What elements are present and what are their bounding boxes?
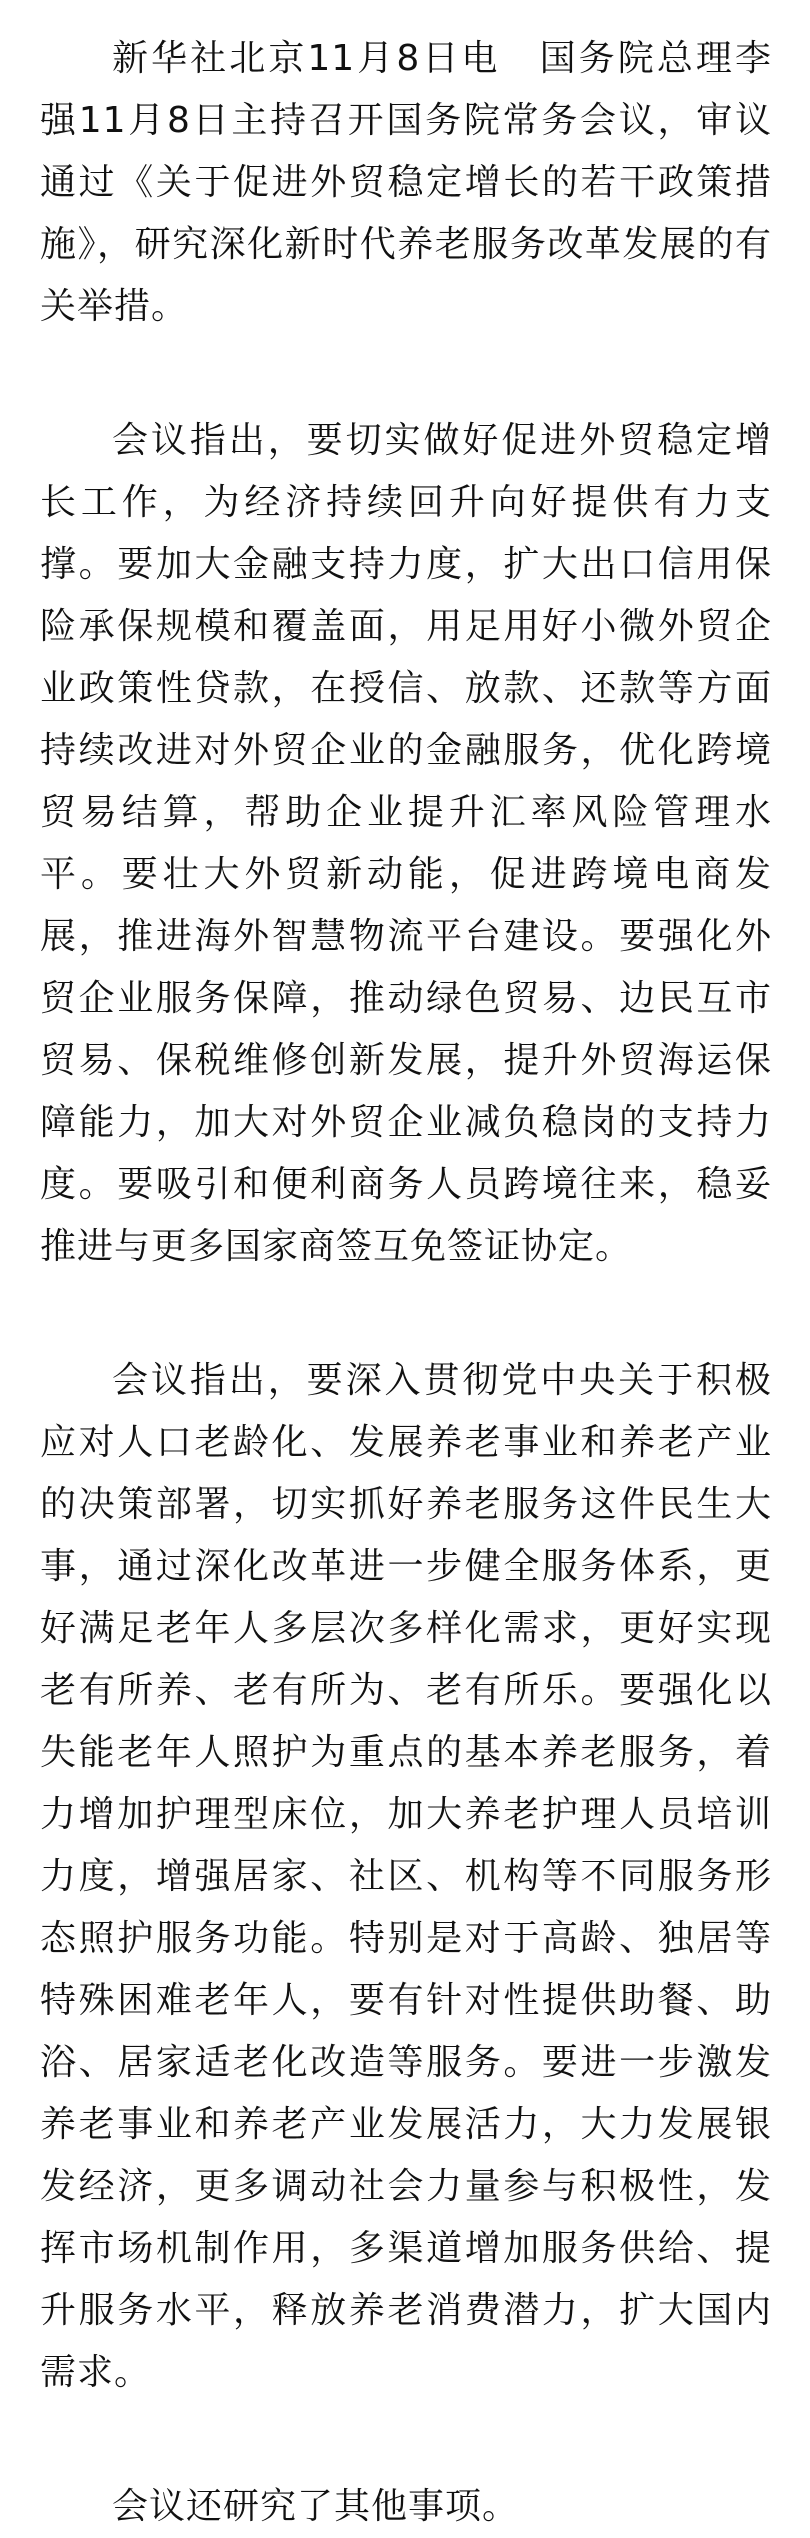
article-paragraph-3: 会议指出，要深入贯彻党中央关于积极应对人口老龄化、发展养老事业和养老产业的决策部署，切实抓好养老服务这件民生大事，通过深化改革进一步健全服务体系，更好满足老年人多层次多样化需求，更好实现老有所养、老有所为、老有所乐。要强化以失能老年人照护为重点的基本养老服务，着力增加护理型床位，加大养老护理人员培训力度，增强居家、社区、机构等不同服务形态照护服务功能。特别是对于高龄、独居等特殊困难老年人，要有针对性提供助餐、助浴、居家适老化改造等服务。要进一步激发养老事业和养老产业发展活力，大力发展银发经济，更多调动社会力量参与积极性，发挥市场机制作用，多渠道增加服务供给、提升服务水平，释放养老消费潜力，扩大国内需求。 — [40, 1360, 772, 2393]
article-paragraph-4: 会议还研究了其他事项。 — [112, 2486, 520, 2527]
article-paragraph-2: 会议指出，要切实做好促进外贸稳定增长工作，为经济持续回升向好提供有力支撑。要加大金融支持力度，扩大出口信用保险承保规模和覆盖面，用足用好小微外贸企业政策性贷款，在授信、放款、还款等方面持续改进对外贸企业的金融服务，优化跨境贸易结算，帮助企业提升汇率风险管理水平。要壮大外贸新动能，促进跨境电商发展，推进海外智慧物流平台建设。要强化外贸企业服务保障，推动绿色贸易、边民互市贸易、保税维修创新发展，提升外贸海运保障能力，加大对外贸企业减负稳岗的支持力度。要吸引和便利商务人员跨境往来，稳妥推进与更多国家商签互免签证协定。 — [40, 420, 772, 1267]
article-paragraph-1: 新华社北京11月8日电 国务院总理李强11月8日主持召开国务院常务会议，审议通过《关于促进外贸稳定增长的若干政策措施》，研究深化新时代养老服务改革发展的有关举措。 — [40, 38, 772, 327]
